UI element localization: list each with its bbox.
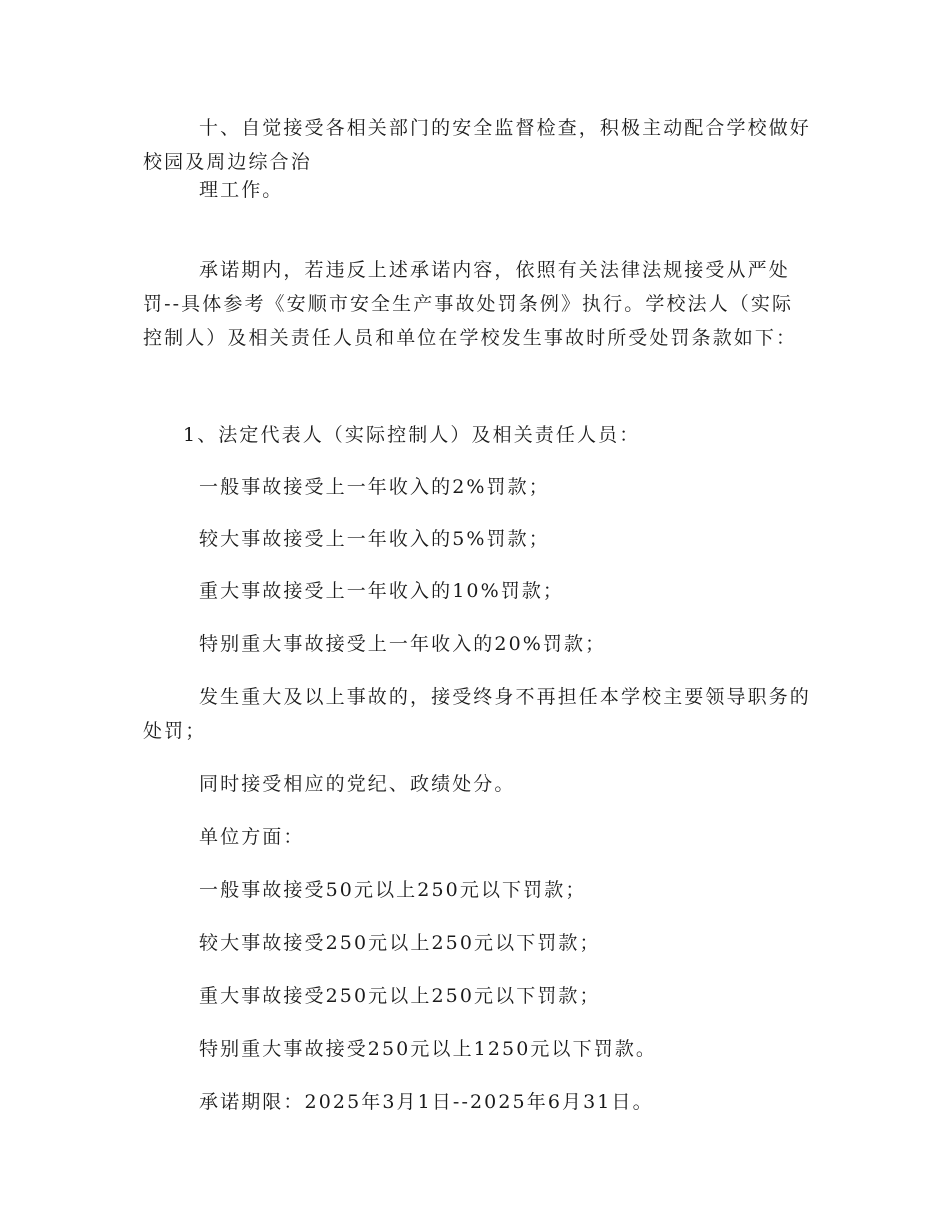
paragraph-governance-continuation: 理工作。 (199, 179, 284, 201)
penalty-especially-major-person: 特别重大事故接受上一年收入的20%罚款； (199, 633, 607, 655)
paragraph-penalty-intro: 承诺期内，若违反上述承诺内容，依照有关法律法规接受从严处罚--具体参考《安顺市安全生产事故处罚条例》执行。学校法人（实际控制人）及相关责任人员和单位在学校发生事故时所受处罚条款如下： (143, 259, 798, 349)
paragraph-legal-representative: 1、法定代表人（实际控制人）及相关责任人员： (183, 424, 641, 446)
penalty-major-person: 重大事故接受上一年收入的10%罚款； (199, 580, 565, 602)
penalty-larger-person: 较大事故接受上一年收入的5%罚款； (199, 528, 550, 550)
penalty-general-person: 一般事故接受上一年收入的2%罚款； (199, 476, 550, 498)
paragraph-party-discipline: 同时接受相应的党纪、政绩处分。 (199, 773, 516, 795)
paragraph-unit-heading: 单位方面： (199, 826, 305, 848)
penalty-larger-unit: 较大事故接受250元以上250元以下罚款； (199, 932, 601, 954)
penalty-especially-major-unit: 特别重大事故接受250元以上1250元以下罚款。 (199, 1038, 658, 1060)
paragraph-commitment-ten: 十、自觉接受各相关部门的安全监督检查，积极主动配合学校做好校园及周边综合治 (143, 117, 811, 173)
penalty-major-unit: 重大事故接受250元以上250元以下罚款； (199, 985, 601, 1007)
paragraph-lifetime-ban: 发生重大及以上事故的，接受终身不再担任本学校主要领导职务的处罚； (143, 686, 811, 742)
penalty-general-unit: 一般事故接受50元以上250元以下罚款； (199, 879, 587, 901)
paragraph-commitment-period: 承诺期限：2025年3月1日--2025年6月31日。 (199, 1091, 654, 1113)
